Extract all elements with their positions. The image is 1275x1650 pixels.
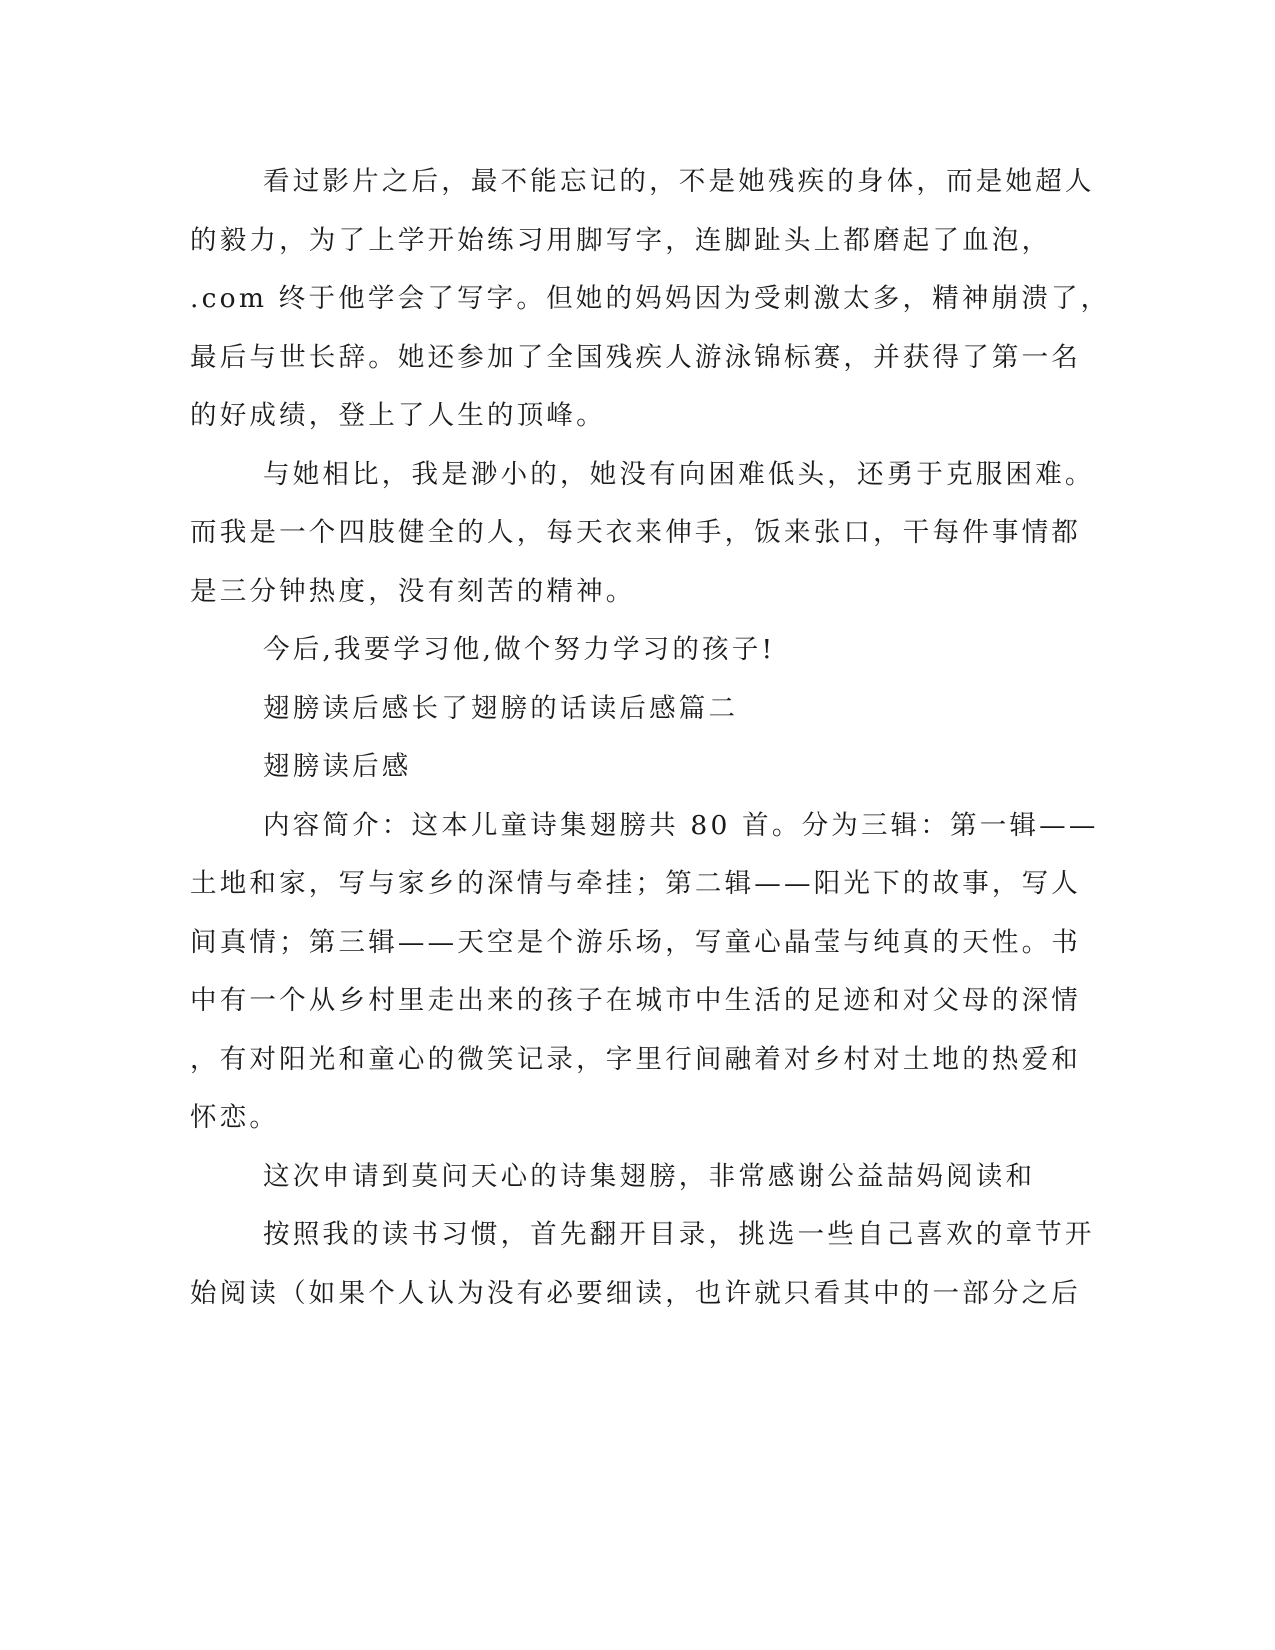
- paragraph-1-line-1: 看过影片之后，最不能忘记的，不是她残疾的身体，而是她超人: [263, 166, 1095, 197]
- section-subheading: 翅膀读后感: [263, 751, 412, 782]
- paragraph-6-line-1: 按照我的读书习惯，首先翻开目录，挑选一些自己喜欢的章节开: [263, 1219, 1095, 1250]
- paragraph-2-line-2: 而我是一个四肢健全的人，每天衣来伸手，饭来张口，干每件事情都: [190, 517, 1081, 548]
- paragraph-4-line-1: 内容简介：这本儿童诗集翅膀共 80 首。分为三辑：第一辑——: [263, 810, 1099, 841]
- paragraph-2-line-1: 与她相比，我是渺小的，她没有向困难低头，还勇于克服困难。: [263, 459, 1095, 490]
- paragraph-4-line-3: 间真情；第三辑——天空是个游乐场，写童心晶莹与纯真的天性。书: [190, 927, 1081, 958]
- paragraph-1-line-3: .com 终于他学会了写字。但她的妈妈因为受刺激太多，精神崩溃了，: [190, 283, 1111, 314]
- paragraph-6-line-2: 始阅读（如果个人认为没有必要细读，也许就只看其中的一部分之后: [190, 1278, 1081, 1309]
- paragraph-1-line-4: 最后与世长辞。她还参加了全国残疾人游泳锦标赛，并获得了第一名: [190, 342, 1081, 373]
- paragraph-1-line-5: 的好成绩，登上了人生的顶峰。: [190, 400, 606, 431]
- paragraph-3-line-1: 今后,我要学习他,做个努力学习的孩子!: [263, 634, 776, 665]
- paragraph-2-line-3: 是三分钟热度，没有刻苦的精神。: [190, 576, 636, 607]
- section-heading: 翅膀读后感长了翅膀的话读后感篇二: [263, 693, 739, 724]
- paragraph-4-line-5: ，有对阳光和童心的微笑记录，字里行间融着对乡村对土地的热爱和: [190, 1044, 1081, 1075]
- paragraph-1-line-2: 的毅力，为了上学开始练习用脚写字，连脚趾头上都磨起了血泡，: [190, 225, 1052, 256]
- paragraph-4-line-2: 土地和家，写与家乡的深情与牵挂；第二辑——阳光下的故事，写人: [190, 868, 1081, 899]
- paragraph-5-line-1: 这次申请到莫问天心的诗集翅膀，非常感谢公益喆妈阅读和: [263, 1161, 1036, 1192]
- paragraph-4-line-6: 怀恋。: [190, 1102, 280, 1133]
- paragraph-4-line-4: 中有一个从乡村里走出来的孩子在城市中生活的足迹和对父母的深情: [190, 985, 1081, 1016]
